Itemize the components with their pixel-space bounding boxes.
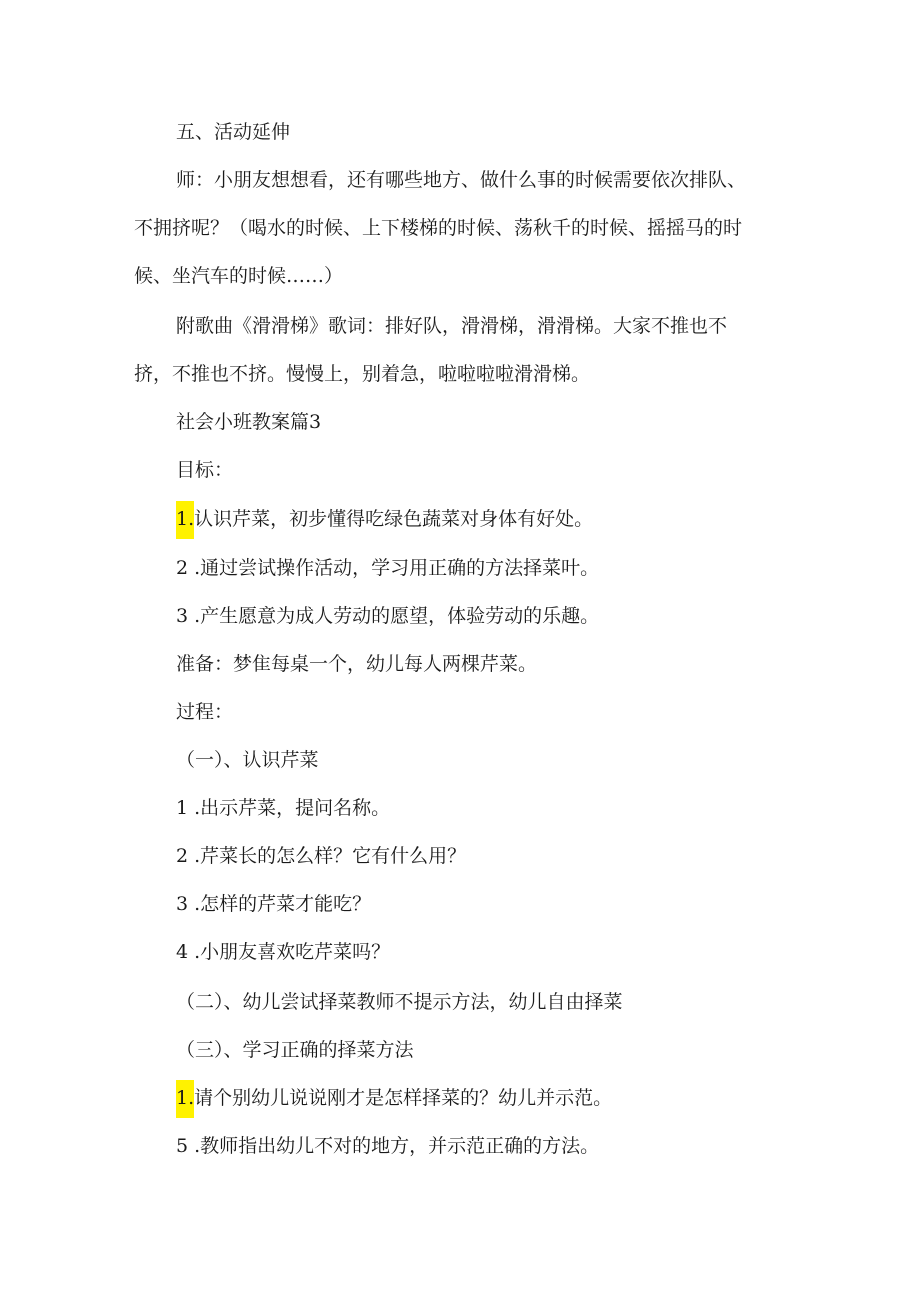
list-item: 4 .小朋友喜欢吃芹菜吗？: [176, 941, 391, 963]
list-item: 2 .通过尝试操作活动，学习用正确的方法择菜叶。: [176, 557, 600, 579]
subsection-heading: （二）、幼儿尝试择菜教师不提示方法，幼儿自由择菜: [176, 991, 623, 1013]
section-title: 社会小班教案篇3: [176, 411, 322, 433]
paragraph-line: 候、坐汽车的时候……）: [134, 265, 344, 287]
section-heading: 五、活动延伸: [176, 121, 291, 143]
subsection-heading: （一）、认识芹菜: [176, 749, 319, 771]
highlight-marker: 1.: [176, 501, 194, 539]
list-item: 2 .芹菜长的怎么样？它有什么用？: [176, 845, 467, 867]
list-item: [176, 507, 593, 531]
list-item: 1 .出示芹菜，提问名称。: [176, 797, 391, 819]
paragraph-line: 附歌曲《滑滑梯》歌词：排好队，滑滑梯，滑滑梯。大家不推也不: [176, 315, 728, 337]
subsection-heading: （三）、学习正确的择菜方法: [176, 1039, 414, 1061]
list-item: [176, 1086, 612, 1110]
list-item: 5 .教师指出幼儿不对的地方，并示范正确的方法。: [176, 1135, 600, 1157]
preparation-line: 准备：梦隹每桌一个，幼儿每人两棵芹菜。: [176, 653, 538, 675]
paragraph-line: 挤，不推也不挤。慢慢上，别着急，啦啦啦啦滑滑梯。: [134, 363, 591, 385]
highlight-marker: 1.: [176, 1080, 194, 1118]
list-item: 3 .怎样的芹菜才能吃？: [176, 893, 372, 915]
paragraph-line: 师：小朋友想想看，还有哪些地方、做什么事的时候需要依次排队、: [176, 169, 747, 191]
list-item: 3 .产生愿意为成人劳动的愿望，体验劳动的乐趣。: [176, 605, 600, 627]
paragraph-line: 不拥挤呢？（喝水的时候、上下楼梯的时候、荡秋千的时候、摇摇马的时: [134, 217, 743, 239]
process-label: 过程：: [176, 701, 234, 723]
goals-label: 目标：: [176, 459, 234, 481]
list-item-text: 请个别幼儿说说刚才是怎样择菜的？幼儿并示范。: [194, 1087, 613, 1109]
list-item-text: 认识芹菜，初步懂得吃绿色蔬菜对身体有好处。: [194, 508, 594, 530]
